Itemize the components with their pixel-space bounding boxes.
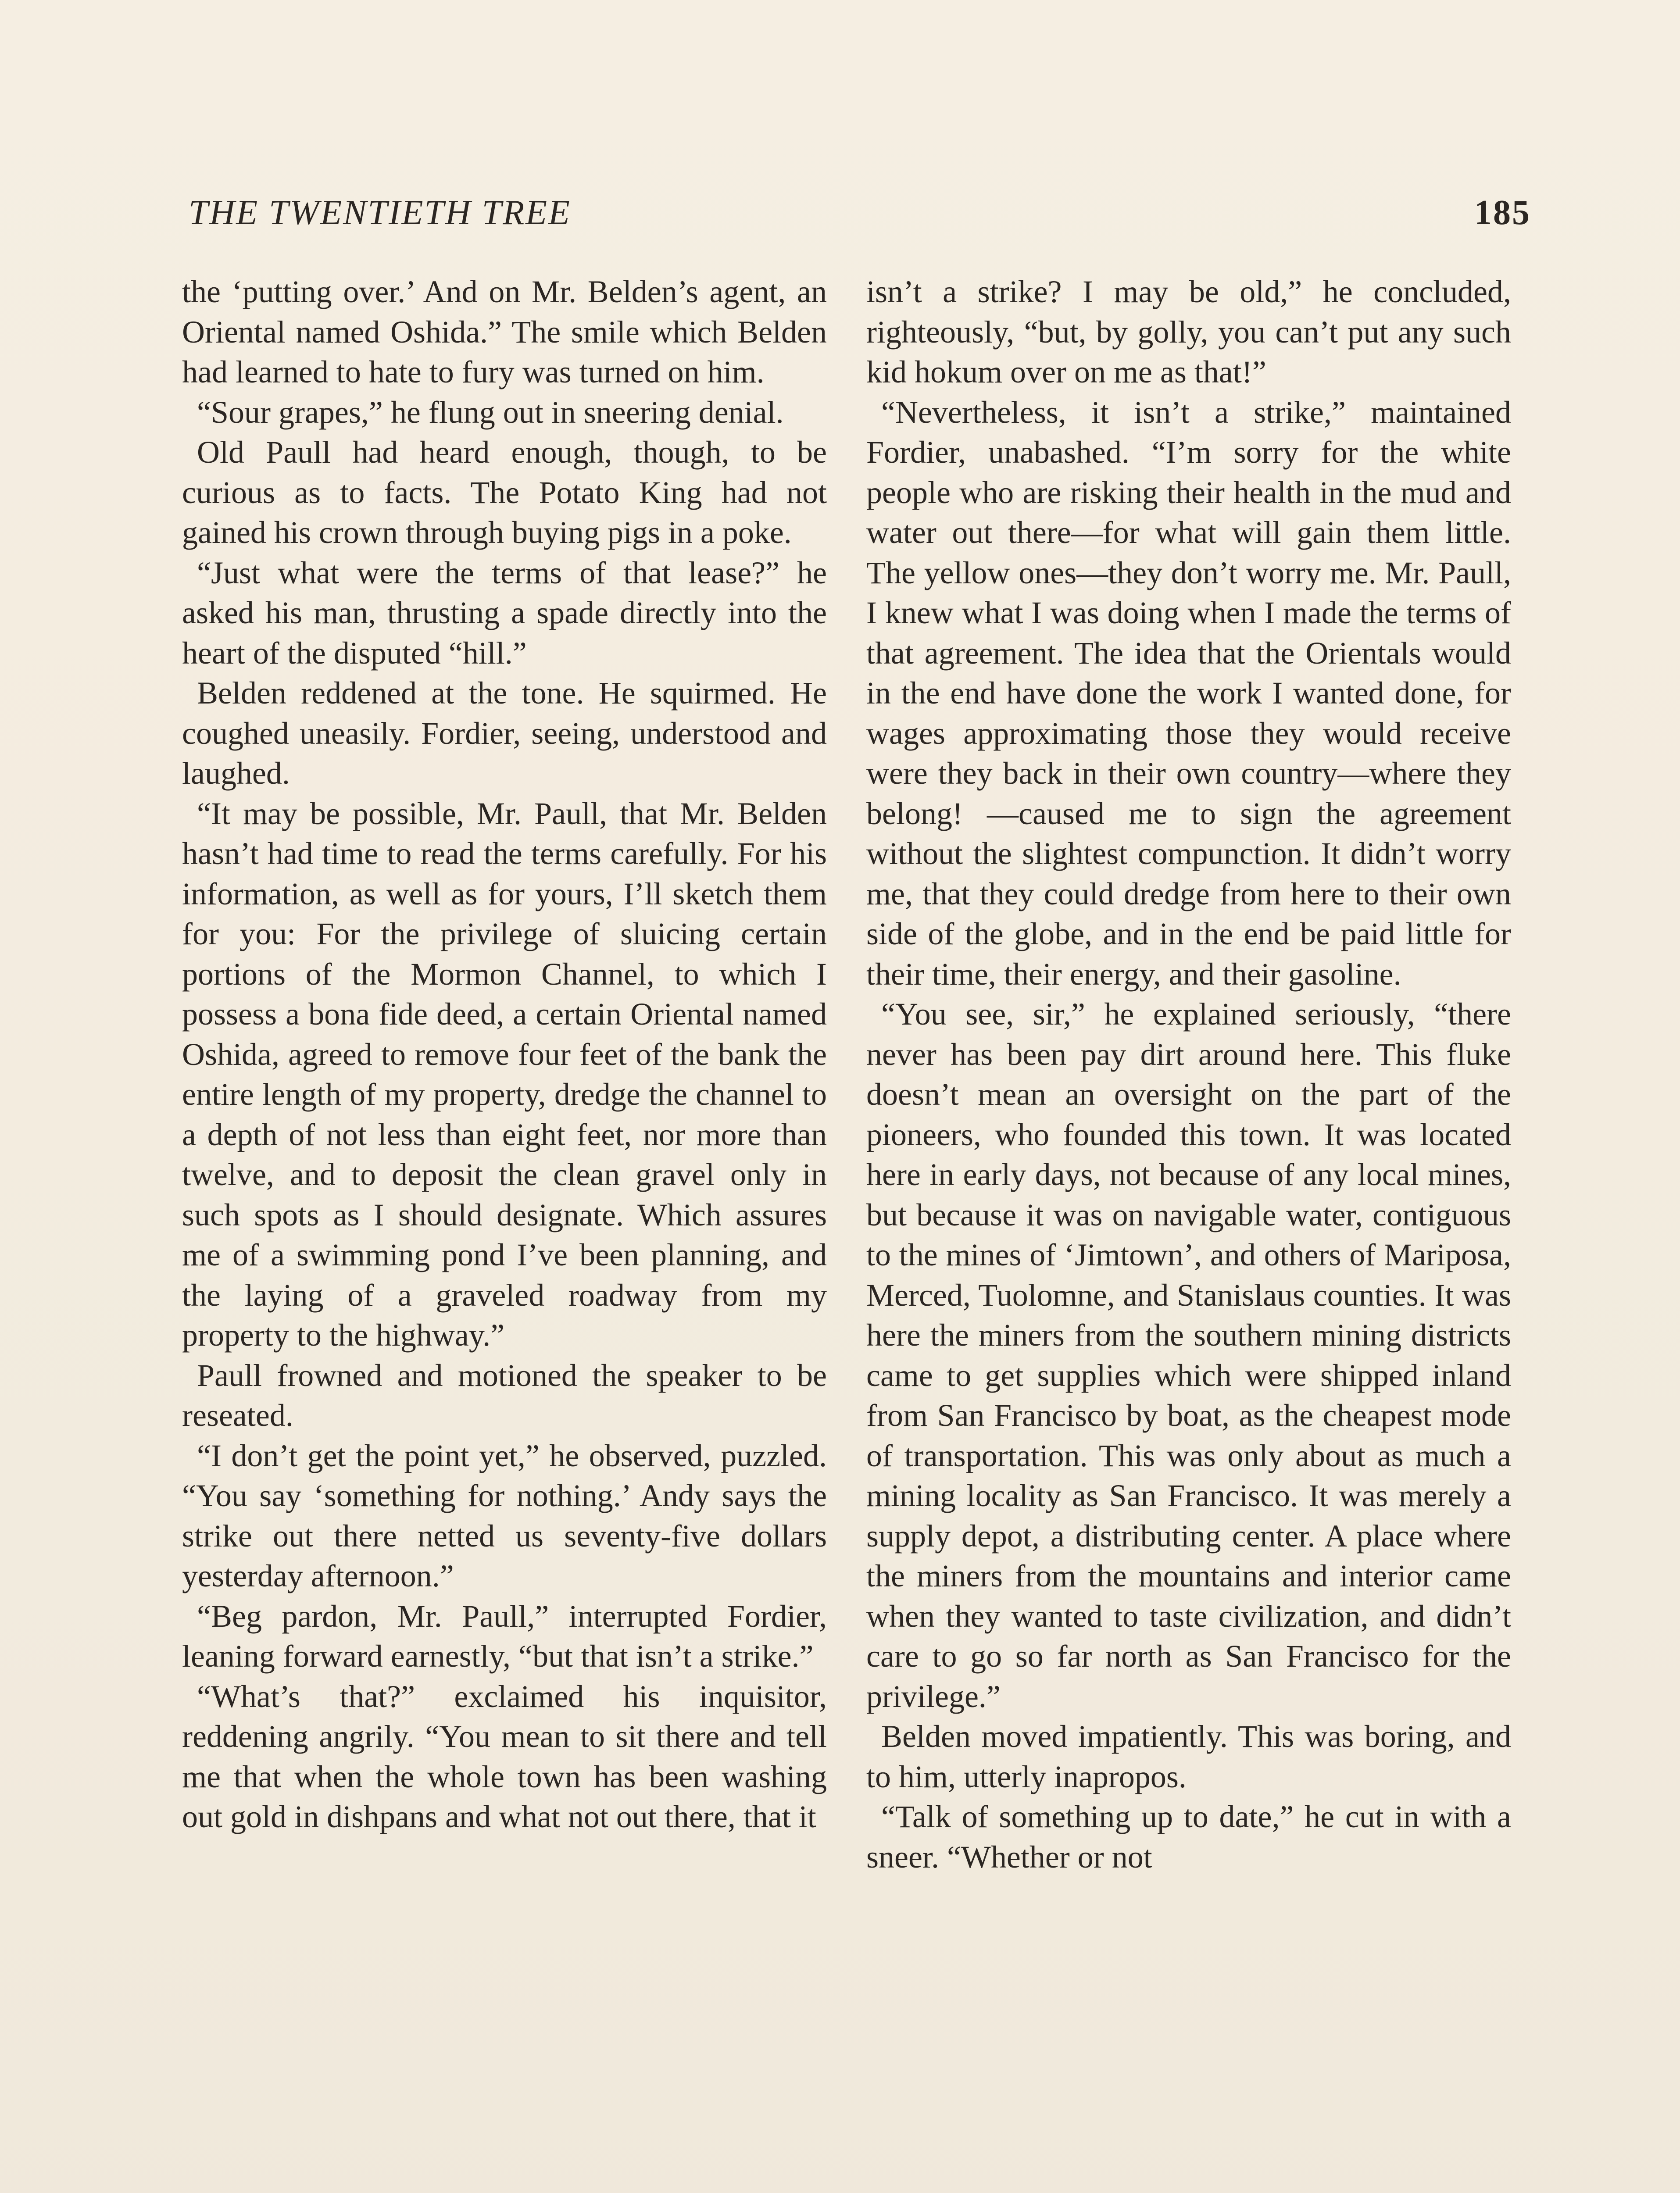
left-column xyxy=(182,272,827,2193)
paragraph: “I don’t get the point yet,” he observed, puzzled. “You say ‘something for nothing.’ Andy says the strike out there netted us seventy-five dollars yesterday afternoon.” xyxy=(182,1438,827,1593)
paragraph: “Just what were the terms of that lease?” he asked his man, thrusting a spade directly into the heart of the disputed “hill.” xyxy=(182,555,827,671)
paragraph: “Nevertheless, it isn’t a strike,” maintained Fordier, unabashed. “I’m sorry for the white people who are risking their health in the mud and water out there—for what will gain them little. The yellow ones—they don’t worry me. Mr. Paull, I knew what I was doing when I made the terms of that agreement. The idea that the Orientals would in the end have done the work I wanted done, for wages approximating those they would receive were they back in their own country—where they belong! —caused me to sign the agreement without the slightest compunction. It didn’t worry me, that they could dredge from here to their own side of the globe, and in the end be paid little for their time, their energy, and their gasoline. xyxy=(866,394,1511,992)
paragraph: isn’t a strike? I may be old,” he concluded, righteously, “but, by golly, you can’t put any such kid hokum over on me as that!” xyxy=(866,274,1511,389)
paragraph: Paull frowned and motioned the speaker to be reseated. xyxy=(182,1357,827,1433)
running-title: THE TWENTIETH TREE xyxy=(189,193,571,232)
paragraph: the ‘putting over.’ And on Mr. Belden’s agent, an Oriental named Oshida.” The smile which Belden had learned to hate to fury was turned on him. xyxy=(182,274,827,389)
paragraph: “What’s that?” exclaimed his inquisitor, reddening angrily. “You mean to sit there and tell me that when the whole town has been washing out gold in dishpans and what not out there, that it xyxy=(182,1679,827,1834)
paragraph: Belden reddened at the tone. He squirmed. He coughed uneasily. Fordier, seeing, understood and laughed. xyxy=(182,675,827,791)
paragraph: “Talk of something up to date,” he cut in with a sneer. “Whether or not xyxy=(866,1799,1511,1875)
paragraph: Old Paull had heard enough, though, to be curious as to facts. The Potato King had not gained his crown through buying pigs in a poke. xyxy=(182,435,827,550)
paragraph: “It may be possible, Mr. Paull, that Mr. Belden hasn’t had time to read the terms carefully. For his information, as well as for yours, I’ll sketch them for you: For the privilege of sluicing certain portions of the Mormon Channel, to which I possess a bona fide deed, a certain Oriental named Oshida, agreed to remove four feet of the bank the entire length of my property, dredge the channel to a depth of not less than eight feet, nor more than twelve, and to deposit the clean gravel only in such spots as I should designate. Which assures me of a swimming pond I’ve been planning, and the laying of a graveled roadway from my property to the highway.” xyxy=(182,796,827,1353)
right-column xyxy=(866,272,1511,2193)
paragraph: “Beg pardon, Mr. Paull,” interrupted Fordier, leaning forward earnestly, “but that isn’t a strike.” xyxy=(182,1598,827,1674)
paragraph: “You see, sir,” he explained seriously, “there never has been pay dirt around here. This fluke doesn’t mean an oversight on the part of the pioneers, who founded this town. It was located here in early days, not because of any local mines, but because it was on navigable water, contiguous to the mines of ‘Jimtown’, and others of Mariposa, Merced, Tuolomne, and Stanislaus counties. It was here the miners from the southern mining districts came to get supplies which were shipped inland from San Francisco by boat, as the cheapest mode of transportation. This was only about as much a mining locality as San Francisco. It was merely a supply depot, a distributing center. A place where the miners from the mountains and interior came when they wanted to taste civilization, and didn’t care to go so far north as San Francisco for the privilege.” xyxy=(866,996,1511,1714)
paragraph: Belden moved impatiently. This was boring, and to him, utterly inapropos. xyxy=(866,1719,1511,1794)
page-number: 185 xyxy=(1474,193,1531,232)
paragraph: “Sour grapes,” he flung out in sneering denial. xyxy=(197,394,784,430)
running-header xyxy=(189,193,1531,241)
